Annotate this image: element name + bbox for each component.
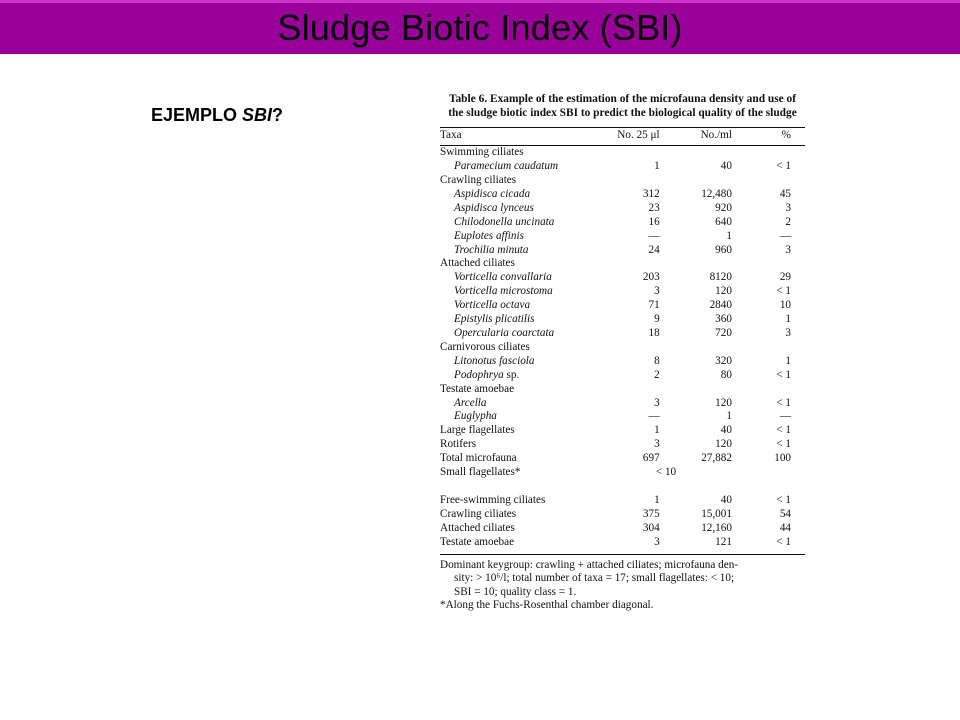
cell-no25 bbox=[596, 174, 664, 188]
footnote-line-3: SBI = 10; quality class = 1. bbox=[454, 585, 577, 598]
taxa-name: Litonotus fasciola bbox=[454, 354, 535, 367]
table-body bbox=[440, 146, 805, 466]
cell-pct: 45 bbox=[779, 187, 791, 200]
microfauna-table bbox=[440, 128, 805, 549]
group-row bbox=[440, 424, 805, 438]
cell-no25: 312 bbox=[642, 187, 660, 200]
taxa-name: Chilodonella uncinata bbox=[454, 215, 555, 228]
cell-taxa bbox=[440, 285, 596, 299]
taxon-row bbox=[440, 202, 805, 216]
cell-noml: 12,480 bbox=[701, 187, 732, 200]
cell-pct: 2 bbox=[785, 215, 791, 228]
cell-noml bbox=[664, 257, 736, 271]
spacer-row bbox=[440, 480, 805, 494]
cell-noml: 80 bbox=[720, 368, 732, 381]
cell-pct: — bbox=[779, 410, 791, 423]
group-row bbox=[440, 174, 805, 188]
taxa-name: Euplotes affinis bbox=[454, 229, 524, 242]
subtitle-suffix: ? bbox=[272, 105, 284, 125]
cell-no25: 8 bbox=[654, 354, 660, 367]
cell-taxa bbox=[440, 271, 596, 285]
col-header-taxa: Taxa bbox=[440, 129, 462, 142]
summary-body bbox=[440, 494, 805, 550]
taxa-name: Swimming ciliates bbox=[440, 146, 524, 159]
cell-taxa bbox=[440, 355, 596, 369]
taxa-name: Euglypha bbox=[454, 410, 497, 423]
cell-taxa bbox=[440, 410, 596, 424]
slide-subtitle bbox=[151, 105, 283, 126]
cell-no25 bbox=[596, 341, 664, 355]
taxa-name: Attached ciliates bbox=[440, 257, 515, 270]
cell-no25: 16 bbox=[648, 215, 660, 228]
cell-taxa bbox=[440, 299, 596, 313]
cell-pct: 10 bbox=[779, 299, 791, 312]
cell-noml: 320 bbox=[715, 354, 732, 367]
cell-no25: — bbox=[648, 410, 660, 423]
cell-taxa bbox=[440, 230, 596, 244]
cell-pct: 100 bbox=[774, 452, 791, 465]
cell-no25: 375 bbox=[642, 507, 660, 520]
cell-noml: 640 bbox=[715, 215, 732, 228]
table-footnote bbox=[440, 559, 805, 613]
cell-pct bbox=[736, 383, 805, 397]
cell-no25: 697 bbox=[642, 452, 660, 465]
cell-small-flagellates-value: < 10 bbox=[655, 466, 677, 479]
cell-pct: — bbox=[779, 229, 791, 242]
subtitle-italic: SBI bbox=[242, 105, 273, 125]
taxon-row bbox=[440, 188, 805, 202]
summary-row bbox=[440, 508, 805, 522]
cell-no25: 1 bbox=[654, 493, 660, 506]
taxon-row bbox=[440, 369, 805, 383]
cell-no25: 304 bbox=[642, 521, 660, 534]
cell-pct: < 1 bbox=[776, 368, 791, 381]
cell-noml: 15,001 bbox=[701, 507, 732, 520]
group-row bbox=[440, 146, 805, 160]
taxa-name: Vorticella microstoma bbox=[454, 285, 553, 298]
cell-noml: 960 bbox=[715, 243, 732, 256]
cell-noml: 40 bbox=[720, 424, 732, 437]
summary-row bbox=[440, 494, 805, 508]
taxa-name: Carnivorous ciliates bbox=[440, 340, 530, 353]
cell-pct: < 1 bbox=[776, 535, 791, 548]
taxon-row bbox=[440, 397, 805, 411]
group-row bbox=[440, 452, 805, 466]
taxa-name: Arcella bbox=[454, 396, 487, 409]
header-row bbox=[440, 128, 805, 144]
taxon-row bbox=[440, 285, 805, 299]
cell-no25: 203 bbox=[642, 271, 660, 284]
subtitle-prefix: EJEMPLO bbox=[151, 105, 243, 125]
cell-noml bbox=[664, 341, 736, 355]
cell-pct: < 1 bbox=[776, 160, 791, 173]
taxon-row bbox=[440, 355, 805, 369]
cell-no25: 2 bbox=[654, 368, 660, 381]
cell-no25: 9 bbox=[654, 313, 660, 326]
taxon-row bbox=[440, 244, 805, 258]
cell-noml bbox=[664, 174, 736, 188]
cell-noml: 720 bbox=[715, 326, 732, 339]
cell-pct: 29 bbox=[779, 271, 791, 284]
cell-pct: < 1 bbox=[776, 285, 791, 298]
taxon-row bbox=[440, 410, 805, 424]
taxon-row bbox=[440, 160, 805, 174]
cell-taxa: Attached ciliates bbox=[440, 521, 515, 534]
taxon-row bbox=[440, 271, 805, 285]
taxon-row bbox=[440, 313, 805, 327]
slide-title: Sludge Biotic Index (SBI) bbox=[277, 7, 683, 48]
cell-noml: 27,882 bbox=[701, 452, 732, 465]
cell-noml: 12,160 bbox=[701, 521, 732, 534]
taxa-name: Crawling ciliates bbox=[440, 174, 517, 186]
cell-pct: 1 bbox=[785, 313, 791, 326]
cell-no25 bbox=[596, 383, 664, 397]
cell-taxa bbox=[440, 244, 596, 258]
cell-noml bbox=[664, 146, 736, 160]
group-row bbox=[440, 341, 805, 355]
cell-pct: 1 bbox=[785, 354, 791, 367]
group-row bbox=[440, 438, 805, 452]
taxa-name: Opercularia coarctata bbox=[454, 326, 555, 339]
cell-pct bbox=[736, 146, 805, 160]
taxa-name: Total microfauna bbox=[440, 452, 517, 465]
cell-no25: — bbox=[648, 229, 660, 242]
cell-no25: 1 bbox=[654, 160, 660, 173]
table-scan bbox=[440, 93, 805, 613]
cell-taxa: Testate amoebae bbox=[440, 535, 515, 548]
taxa-name: Large flagellates bbox=[440, 424, 515, 437]
cell-noml: 121 bbox=[715, 535, 732, 548]
cell-pct: 44 bbox=[779, 521, 791, 534]
cell-taxa bbox=[440, 327, 596, 341]
taxa-name: Aspidisca cicada bbox=[454, 187, 531, 200]
table-caption: Table 6. Example of the estimation of the microfauna density and use of the sludge biotic index SBI to predict the biological quality of the sludge bbox=[448, 93, 797, 119]
taxon-row bbox=[440, 299, 805, 313]
taxa-name: Rotifers bbox=[440, 438, 477, 451]
cell-pct: < 1 bbox=[776, 396, 791, 409]
cell-taxa bbox=[440, 202, 596, 216]
taxa-name: Trochilia minuta bbox=[454, 243, 529, 256]
cell-taxa: Small flagellates* bbox=[440, 466, 521, 479]
taxa-name: Paramecium caudatum bbox=[454, 160, 559, 173]
cell-taxa bbox=[440, 160, 596, 174]
summary-row bbox=[440, 522, 805, 536]
cell-taxa bbox=[440, 174, 596, 188]
cell-pct: 3 bbox=[785, 201, 791, 214]
cell-no25: 23 bbox=[648, 201, 660, 214]
cell-noml: 120 bbox=[715, 438, 732, 451]
cell-noml: 120 bbox=[715, 285, 732, 298]
cell-pct bbox=[736, 466, 805, 480]
cell-no25: 3 bbox=[654, 285, 660, 298]
cell-pct bbox=[736, 341, 805, 355]
cell-no25: 3 bbox=[654, 438, 660, 451]
cell-taxa bbox=[440, 188, 596, 202]
footnote-line-2: sity: > 10⁶/l; total number of taxa = 17; small flagellates: < 10; bbox=[454, 572, 735, 585]
cell-taxa bbox=[440, 383, 596, 397]
cell-pct bbox=[736, 174, 805, 188]
cell-no25: 24 bbox=[648, 243, 660, 256]
taxa-name: Podophrya bbox=[454, 368, 504, 381]
cell-noml: 40 bbox=[720, 493, 732, 506]
cell-pct: 3 bbox=[785, 326, 791, 339]
cell-no25: 3 bbox=[654, 396, 660, 409]
col-header-pct: % bbox=[781, 129, 791, 142]
table-bottom-rule bbox=[440, 554, 805, 555]
title-bar-accent bbox=[0, 0, 960, 3]
cell-noml: 2840 bbox=[709, 299, 732, 312]
taxa-name: Epistylis plicatilis bbox=[454, 313, 535, 326]
cell-noml: 8120 bbox=[709, 271, 732, 284]
cell-taxa bbox=[440, 397, 596, 411]
cell-pct: < 1 bbox=[776, 438, 791, 451]
cell-noml: 120 bbox=[715, 396, 732, 409]
taxa-name: Aspidisca lynceus bbox=[454, 201, 534, 214]
cell-taxa bbox=[440, 313, 596, 327]
footnote-star: *Along the Fuchs-Rosenthal chamber diagonal. bbox=[440, 599, 654, 612]
cell-noml: 920 bbox=[715, 201, 732, 214]
col-header-noml: No./ml bbox=[700, 129, 732, 142]
cell-taxa bbox=[440, 146, 596, 160]
cell-noml: 360 bbox=[715, 313, 732, 326]
cell-noml: 1 bbox=[726, 229, 732, 242]
cell-taxa bbox=[440, 216, 596, 230]
cell-pct: < 1 bbox=[776, 424, 791, 437]
taxa-name: Testate amoebae bbox=[440, 382, 515, 395]
taxa-suffix: sp. bbox=[503, 368, 520, 381]
group-row bbox=[440, 257, 805, 271]
cell-pct bbox=[736, 257, 805, 271]
cell-no25: 18 bbox=[648, 326, 660, 339]
cell-no25 bbox=[596, 146, 664, 160]
summary-row bbox=[440, 536, 805, 550]
taxon-row bbox=[440, 216, 805, 230]
cell-pct: 54 bbox=[779, 507, 791, 520]
cell-no25 bbox=[596, 257, 664, 271]
cell-no25: 71 bbox=[648, 299, 660, 312]
taxa-name: Vorticella convallaria bbox=[454, 271, 552, 284]
cell-taxa bbox=[440, 452, 596, 466]
cell-no25: 3 bbox=[654, 535, 660, 548]
cell-taxa bbox=[440, 369, 596, 383]
cell-taxa bbox=[440, 424, 596, 438]
cell-noml bbox=[664, 383, 736, 397]
small-flagellates-row bbox=[440, 466, 805, 480]
cell-pct: < 1 bbox=[776, 493, 791, 506]
cell-taxa bbox=[440, 438, 596, 452]
cell-pct: 3 bbox=[785, 243, 791, 256]
group-row bbox=[440, 383, 805, 397]
col-header-no25: No. 25 μl bbox=[617, 129, 660, 142]
footnote-line-1: Dominant keygroup: crawling + attached ciliates; microfauna den- bbox=[440, 558, 739, 571]
taxon-row bbox=[440, 230, 805, 244]
cell-noml: 1 bbox=[726, 410, 732, 423]
cell-no25: 1 bbox=[654, 424, 660, 437]
taxon-row bbox=[440, 327, 805, 341]
cell-taxa bbox=[440, 257, 596, 271]
cell-taxa bbox=[440, 341, 596, 355]
cell-taxa: Free-swimming ciliates bbox=[440, 493, 546, 506]
taxa-name: Vorticella octava bbox=[454, 299, 531, 312]
cell-noml: 40 bbox=[720, 160, 732, 173]
cell-taxa: Crawling ciliates bbox=[440, 507, 517, 520]
